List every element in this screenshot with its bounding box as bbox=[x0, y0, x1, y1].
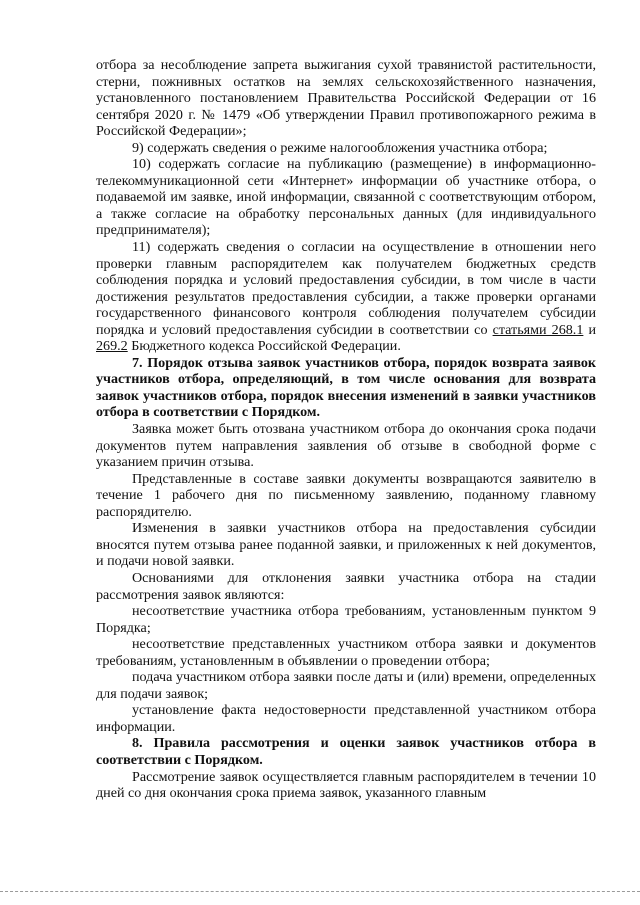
paragraph: Заявка может быть отозвана участником отбора до окончания срока подачи документов путем направления заявления об отзыве в свободной форме с указанием причин отзыва. bbox=[96, 421, 596, 471]
article-link-269-2[interactable]: 269.2 bbox=[96, 338, 128, 355]
document-body bbox=[96, 57, 596, 802]
list-item-11-suffix: Бюджетного кодекса Российской Федерации. bbox=[127, 338, 401, 355]
list-item-11 bbox=[96, 239, 596, 355]
list-item: несоответствие представленных участником отбора заявки и документов требованиям, установленным в объявлении о проведении отбора; bbox=[96, 636, 596, 669]
list-item: подача участником отбора заявки после даты и (или) времени, определенных для подачи заявок; bbox=[96, 669, 596, 702]
list-item-10: 10) содержать согласие на публикацию (размещение) в информационно-телекоммуникационной сети «Интернет» информации об участнике отбора, о подаваемой им заявке, иной информации, связанной с соответствующим отбором, а также согласие на обработку персональных данных (для индивидуального предпринимателя); bbox=[96, 156, 596, 239]
article-link-268-1[interactable]: статьями 268.1 bbox=[492, 321, 584, 338]
section-heading-7: 7. Порядок отзыва заявок участников отбора, порядок возврата заявок участников отбора, определяющий, в том числе основания для возврата заявок участников отбора, порядок внесения изменений в заявки участников отбора в соответствии с Порядком. bbox=[96, 354, 596, 421]
paragraph: Рассмотрение заявок осуществляется главным распорядителем в течении 10 дней со дня окончания срока приема заявок, указанного главным bbox=[96, 768, 596, 802]
paragraph: Изменения в заявки участников отбора на предоставления субсидии вносятся путем отзыва ранее поданной заявки, и приложенных к ней документов, и подачи новой заявки. bbox=[96, 520, 596, 570]
list-item-11-text: 11) содержать сведения о согласии на осуществление в отношении него проверки главным распорядителем как получателем бюджетных средств соблюдения порядка и условий предоставления субсидии, в том числе в части достижения результатов предоставления субсидии, а также проверки органами государственного финансового контроля соблюдения получателем субсидии порядка и условий предоставления субсидии в соответствии со bbox=[96, 239, 596, 338]
paragraph: Представленные в составе заявки документы возвращаются заявителю в течение 1 рабочего дня по письменному заявлению, поданному главному распорядителю. bbox=[96, 470, 596, 520]
page-bottom-divider bbox=[0, 891, 640, 892]
section-heading-8: 8. Правила рассмотрения и оценки заявок участников отбора в соответствии с Порядком. bbox=[96, 735, 596, 768]
list-item-9: 9) содержать сведения о режиме налогообложения участника отбора; bbox=[132, 139, 548, 156]
list-item: несоответствие участника отбора требованиям, установленным пунктом 9 Порядка; bbox=[96, 603, 596, 636]
paragraph: Основаниями для отклонения заявки участника отбора на стадии рассмотрения заявок являются: bbox=[96, 569, 596, 603]
list-item: установление факта недостоверности представленной участником отбора информации. bbox=[96, 702, 596, 735]
conjunction: и bbox=[583, 321, 596, 338]
paragraph: отбора за несоблюдение запрета выжигания сухой травянистой растительности, стерни, пожнивных остатков на землях сельскохозяйственного назначения, установленного постановлением Правительства Российской Федерации от 16 сентября 2020 г. № 1479 «Об утверждении Правил противопожарного режима в Российской Федерации»; bbox=[96, 57, 596, 140]
